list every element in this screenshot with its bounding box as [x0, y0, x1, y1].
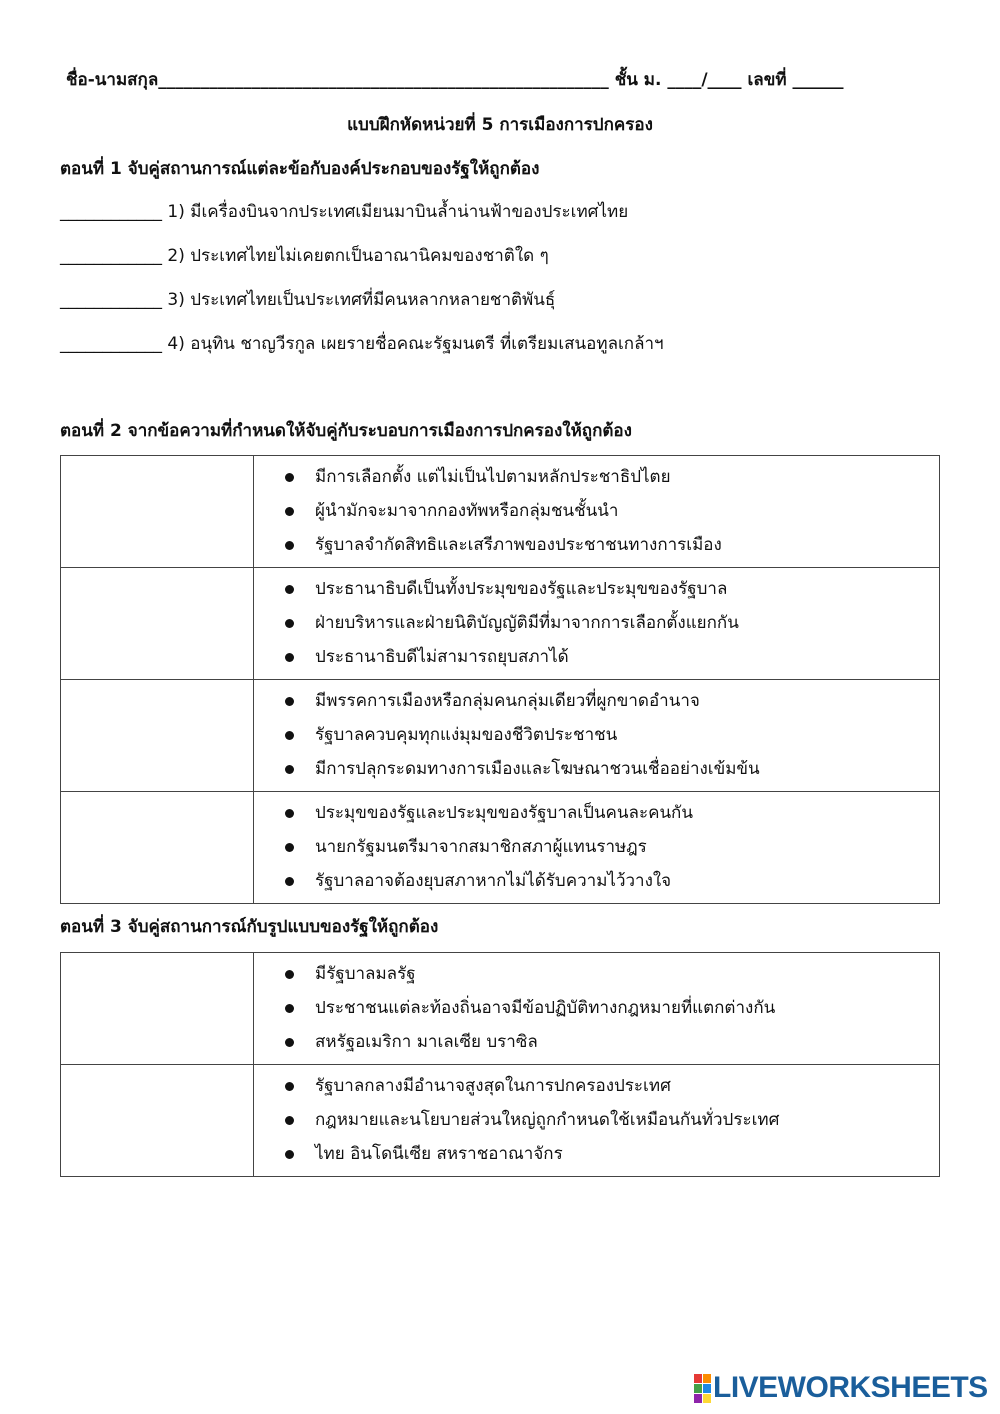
logo-block [703, 1384, 711, 1393]
list-item: รัฐบาลควบคุมทุกแง่มุมของชีวิตประชาชน [285, 720, 938, 754]
list-item: มีรัฐบาลมลรัฐ [285, 959, 938, 993]
answer-cell[interactable] [61, 680, 254, 792]
description-cell [254, 953, 940, 1065]
logo-block [703, 1374, 711, 1383]
answer-cell[interactable] [61, 792, 254, 904]
list-item: รัฐบาลจำกัดสิทธิและเสรีภาพของประชาชนทางการเมือง [285, 530, 938, 564]
list-item: รัฐบาลอาจต้องยุบสภาหากไม่ได้รับความไว้วางใจ [285, 866, 938, 900]
item-text: 1) มีเครื่องบินจากประเทศเมียนมาบินล้ำน่านฟ้าของประเทศไทย [167, 202, 629, 222]
item-text: 2) ประเทศไทยไม่เคยตกเป็นอาณานิคมของชาติใด ๆ [167, 246, 549, 266]
list-item: ประธานาธิบดีเป็นทั้งประมุขของรัฐและประมุขของรัฐบาล [285, 574, 938, 608]
logo-block [694, 1384, 702, 1393]
list-item: ประชาชนแต่ละท้องถิ่นอาจมีข้อปฏิบัติทางกฎหมายที่แตกต่างกัน [285, 993, 938, 1027]
name-blank[interactable]: _____________________________________________________ [158, 70, 609, 90]
worksheet-title: แบบฝึกหัดหน่วยที่ 5 การเมืองการปกครอง [347, 115, 653, 135]
list-item: ไทย อินโดนีเซีย สหราชอาณาจักร [285, 1139, 938, 1173]
table-row [61, 456, 940, 568]
answer-blank[interactable]: ____________ [60, 246, 162, 266]
item-text: 4) อนุทิน ชาญวีรกูล เผยรายชื่อคณะรัฐมนตรี ที่เตรียมเสนอทูลเกล้าฯ [167, 334, 664, 354]
class-label[interactable]: ชั้น ม. ____/____ [614, 70, 742, 90]
answer-cell[interactable] [61, 953, 254, 1065]
list-item: มีการปลุกระดมทางการเมืองและโฆษณาชวนเชื่ออย่างเข้มข้น [285, 754, 938, 788]
answer-cell[interactable] [61, 568, 254, 680]
description-cell [254, 792, 940, 904]
answer-cell[interactable] [61, 1065, 254, 1177]
part1-item [60, 330, 664, 357]
table-row [61, 680, 940, 792]
logo-blocks-icon [694, 1374, 710, 1402]
name-label: ชื่อ-นามสกุล [66, 70, 159, 90]
list-item: มีพรรคการเมืองหรือกลุ่มคนกลุ่มเดียวที่ผูกขาดอำนาจ [285, 686, 938, 720]
description-cell [254, 456, 940, 568]
part2-table [60, 455, 940, 904]
table-row [61, 792, 940, 904]
list-item: ประมุขของรัฐและประมุขของรัฐบาลเป็นคนละคนกัน [285, 798, 938, 832]
list-item: นายกรัฐมนตรีมาจากสมาชิกสภาผู้แทนราษฎร [285, 832, 938, 866]
list-item: กฎหมายและนโยบายส่วนใหญ่ถูกกำหนดใช้เหมือนกันทั่วประเทศ [285, 1105, 938, 1139]
number-label[interactable]: เลขที่ ______ [747, 70, 844, 90]
part1-item [60, 198, 628, 225]
logo-block [694, 1374, 702, 1383]
list-item: ฝ่ายบริหารและฝ่ายนิติบัญญัติมีที่มาจากการเลือกตั้งแยกกัน [285, 608, 938, 642]
student-info-line [66, 66, 843, 93]
description-cell [254, 1065, 940, 1177]
list-item: ผู้นำมักจะมาจากกองทัพหรือกลุ่มชนชั้นนำ [285, 496, 938, 530]
part3-table [60, 952, 940, 1177]
list-item: มีการเลือกตั้ง แต่ไม่เป็นไปตามหลักประชาธิปไตย [285, 462, 938, 496]
answer-blank[interactable]: ____________ [60, 202, 162, 222]
part3-title: ตอนที่ 3 จับคู่สถานการณ์กับรูปแบบของรัฐให้ถูกต้อง [60, 917, 439, 937]
table-row [61, 953, 940, 1065]
answer-blank[interactable]: ____________ [60, 290, 162, 310]
answer-cell[interactable] [61, 456, 254, 568]
answer-blank[interactable]: ____________ [60, 334, 162, 354]
item-text: 3) ประเทศไทยเป็นประเทศที่มีคนหลากหลายชาติพันธุ์ [167, 290, 556, 310]
table-row [61, 568, 940, 680]
list-item: ประธานาธิบดีไม่สามารถยุบสภาได้ [285, 642, 938, 676]
logo-block [694, 1394, 702, 1403]
logo-text: LIVEWORKSHEETS [713, 1371, 988, 1404]
logo-block [703, 1394, 711, 1403]
liveworksheets-logo [694, 1370, 988, 1406]
table-row [61, 1065, 940, 1177]
description-cell [254, 568, 940, 680]
part1-title: ตอนที่ 1 จับคู่สถานการณ์แต่ละข้อกับองค์ประกอบของรัฐให้ถูกต้อง [60, 159, 540, 179]
description-cell [254, 680, 940, 792]
part1-item [60, 286, 555, 313]
list-item: สหรัฐอเมริกา มาเลเซีย บราซิล [285, 1027, 938, 1061]
list-item: รัฐบาลกลางมีอำนาจสูงสุดในการปกครองประเทศ [285, 1071, 938, 1105]
part2-title: ตอนที่ 2 จากข้อความที่กำหนดให้จับคู่กับระบอบการเมืองการปกครองให้ถูกต้อง [60, 421, 632, 441]
part1-item [60, 242, 549, 269]
